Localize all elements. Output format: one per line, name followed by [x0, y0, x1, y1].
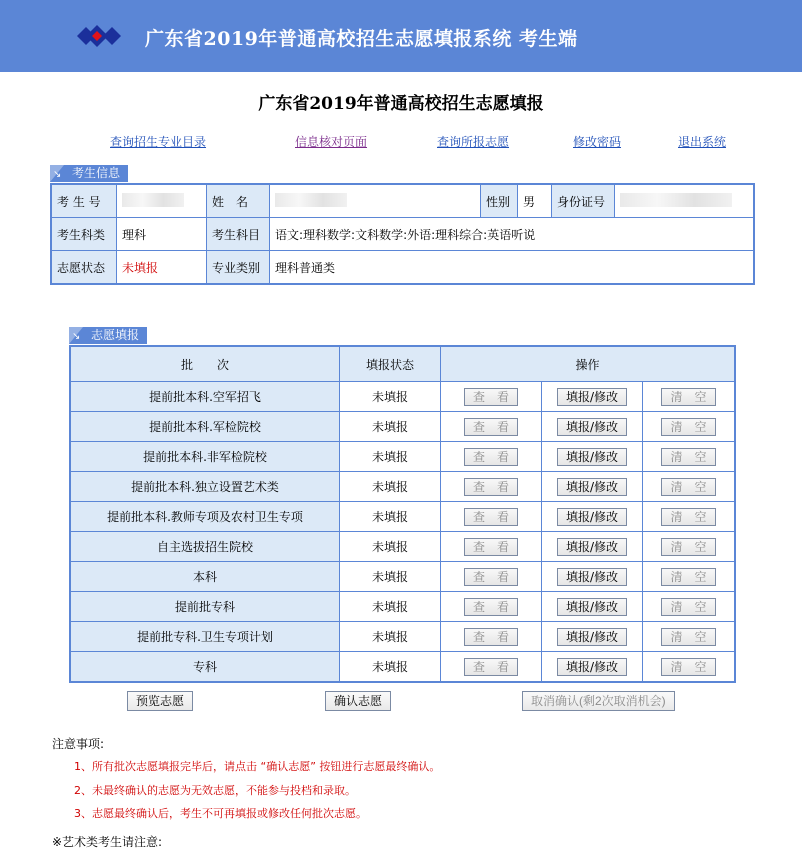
view-button[interactable]: 查 看	[464, 478, 518, 496]
view-cell	[441, 622, 542, 652]
view-cell	[441, 472, 542, 502]
view-cell	[441, 442, 542, 472]
corner-arrow-icon: ↘	[53, 169, 62, 180]
batch-cell: 自主选拔招生院校	[70, 532, 340, 562]
table-row	[70, 622, 735, 652]
batch-cell: 提前批本科.非军检院校	[70, 442, 340, 472]
note-item: 1、所有批次志愿填报完毕后，请点击 “确认志愿” 按钮进行志愿最终确认。	[74, 760, 441, 773]
fill-cell	[542, 382, 643, 412]
table-row	[70, 442, 735, 472]
fill-cell	[542, 472, 643, 502]
view-cell	[441, 532, 542, 562]
student-info-tab	[50, 165, 128, 182]
batch-cell: 提前批专科.卫生专项计划	[70, 622, 340, 652]
name-label: 姓 名	[207, 184, 270, 218]
diamond-logo-icon	[73, 16, 125, 56]
volunteer-table	[69, 345, 736, 683]
batch-header: 批 次	[70, 346, 340, 382]
clear-cell	[643, 592, 736, 622]
fill-cell	[542, 442, 643, 472]
table-row	[70, 502, 735, 532]
view-button[interactable]: 查 看	[464, 508, 518, 526]
batch-cell: 提前批专科	[70, 592, 340, 622]
note-item: 2、未最终确认的志愿为无效志愿，不能参与投档和录取。	[74, 784, 356, 797]
batch-cell: 提前批本科.教师专项及农村卫生专项	[70, 502, 340, 532]
clear-button[interactable]: 清 空	[661, 628, 715, 646]
view-button[interactable]: 查 看	[464, 628, 518, 646]
id-label: 身份证号	[552, 184, 615, 218]
status-label: 志愿状态	[51, 251, 117, 285]
table-row	[70, 652, 735, 683]
fill-cell	[542, 622, 643, 652]
action-header: 操作	[441, 346, 736, 382]
fill-status-cell: 未填报	[340, 442, 441, 472]
page-title: 广东省2019年普通高校招生志愿填报	[258, 94, 544, 114]
clear-button[interactable]: 清 空	[661, 478, 715, 496]
subjects-value: 语文:理科数学:文科数学:外语:理科综合:英语听说	[270, 218, 755, 251]
status-value: 未填报	[117, 251, 207, 285]
fill-cell	[542, 652, 643, 683]
preview-volunteer-button[interactable]: 预览志愿	[127, 691, 193, 711]
fill-modify-button[interactable]: 填报/修改	[557, 568, 627, 586]
name-value	[270, 184, 481, 218]
fill-cell	[542, 592, 643, 622]
nav-logout-link[interactable]: 退出系统	[678, 135, 727, 149]
fill-status-header: 填报状态	[340, 346, 441, 382]
art-notes-title: ※艺术类考生请注意:	[52, 835, 163, 849]
view-cell	[441, 412, 542, 442]
clear-cell	[643, 412, 736, 442]
fill-status-cell: 未填报	[340, 412, 441, 442]
clear-button[interactable]: 清 空	[661, 568, 715, 586]
table-row	[70, 382, 735, 412]
batch-cell: 提前批本科.军检院校	[70, 412, 340, 442]
clear-cell	[643, 442, 736, 472]
view-button[interactable]: 查 看	[464, 448, 518, 466]
category-label: 考生科类	[51, 218, 117, 251]
view-button[interactable]: 查 看	[464, 658, 518, 676]
student-info-tab-label: 考生信息	[72, 166, 121, 180]
table-row	[70, 592, 735, 622]
student-info-table	[50, 183, 755, 285]
clear-cell	[643, 532, 736, 562]
category-value: 理科	[117, 218, 207, 251]
nav-change-password-link[interactable]: 修改密码	[573, 135, 622, 149]
table-row	[70, 412, 735, 442]
fill-modify-button[interactable]: 填报/修改	[557, 388, 627, 406]
clear-cell	[643, 502, 736, 532]
fill-modify-button[interactable]: 填报/修改	[557, 418, 627, 436]
clear-cell	[643, 472, 736, 502]
fill-modify-button[interactable]: 填报/修改	[557, 508, 627, 526]
exam-no-value	[117, 184, 207, 218]
fill-modify-button[interactable]: 填报/修改	[557, 598, 627, 616]
fill-status-cell: 未填报	[340, 592, 441, 622]
gender-label: 性别	[481, 184, 518, 218]
nav-query-majors-link[interactable]: 查询招生专业目录	[110, 135, 207, 149]
fill-modify-button[interactable]: 填报/修改	[557, 478, 627, 496]
volunteer-tab	[69, 327, 147, 344]
fill-modify-button[interactable]: 填报/修改	[557, 448, 627, 466]
header-bar	[0, 0, 802, 72]
clear-button[interactable]: 清 空	[661, 508, 715, 526]
subjects-label: 考生科目	[207, 218, 270, 251]
batch-cell: 本科	[70, 562, 340, 592]
clear-cell	[643, 382, 736, 412]
fill-cell	[542, 532, 643, 562]
fill-status-cell: 未填报	[340, 382, 441, 412]
fill-cell	[542, 562, 643, 592]
fill-status-cell: 未填报	[340, 532, 441, 562]
fill-cell	[542, 502, 643, 532]
major-type-value: 理科普通类	[270, 251, 755, 285]
batch-cell: 提前批本科.空军招飞	[70, 382, 340, 412]
table-row	[70, 562, 735, 592]
clear-button[interactable]: 清 空	[661, 598, 715, 616]
major-type-label: 专业类别	[207, 251, 270, 285]
clear-cell	[643, 652, 736, 683]
fill-cell	[542, 412, 643, 442]
batch-cell: 提前批本科.独立设置艺术类	[70, 472, 340, 502]
view-cell	[441, 502, 542, 532]
clear-cell	[643, 622, 736, 652]
view-cell	[441, 592, 542, 622]
note-item: 3、志愿最终确认后，考生不可再填报或修改任何批次志愿。	[74, 807, 367, 820]
view-cell	[441, 562, 542, 592]
fill-modify-button[interactable]: 填报/修改	[557, 658, 627, 676]
notes-title: 注意事项:	[52, 737, 105, 751]
nav-query-volunteers-link[interactable]: 查询所报志愿	[437, 135, 510, 149]
view-cell	[441, 382, 542, 412]
clear-button[interactable]: 清 空	[661, 388, 715, 406]
clear-button[interactable]: 清 空	[661, 538, 715, 556]
fill-status-cell: 未填报	[340, 622, 441, 652]
clear-cell	[643, 562, 736, 592]
gender-value: 男	[518, 184, 552, 218]
view-button[interactable]: 查 看	[464, 418, 518, 436]
confirm-volunteer-button[interactable]: 确认志愿	[325, 691, 391, 711]
nav-info-check-link[interactable]: 信息核对页面	[295, 135, 368, 149]
clear-button[interactable]: 清 空	[661, 418, 715, 436]
exam-no-label: 考 生 号	[51, 184, 117, 218]
view-button[interactable]: 查 看	[464, 388, 518, 406]
view-button[interactable]: 查 看	[464, 568, 518, 586]
fill-modify-button[interactable]: 填报/修改	[557, 538, 627, 556]
view-button[interactable]: 查 看	[464, 538, 518, 556]
fill-status-cell: 未填报	[340, 562, 441, 592]
id-value	[615, 184, 755, 218]
fill-status-cell: 未填报	[340, 472, 441, 502]
header-title: 广东省2019年普通高校招生志愿填报系统 考生端	[145, 28, 578, 50]
corner-arrow-icon: ↘	[72, 331, 81, 342]
table-row	[70, 472, 735, 502]
cancel-confirm-button: 取消确认(剩2次取消机会)	[522, 691, 675, 711]
batch-cell: 专科	[70, 652, 340, 683]
fill-status-cell: 未填报	[340, 652, 441, 683]
clear-button[interactable]: 清 空	[661, 658, 715, 676]
volunteer-tab-label: 志愿填报	[91, 328, 140, 342]
fill-modify-button[interactable]: 填报/修改	[557, 628, 627, 646]
view-button[interactable]: 查 看	[464, 598, 518, 616]
table-row	[70, 532, 735, 562]
view-cell	[441, 652, 542, 683]
fill-status-cell: 未填报	[340, 502, 441, 532]
clear-button[interactable]: 清 空	[661, 448, 715, 466]
